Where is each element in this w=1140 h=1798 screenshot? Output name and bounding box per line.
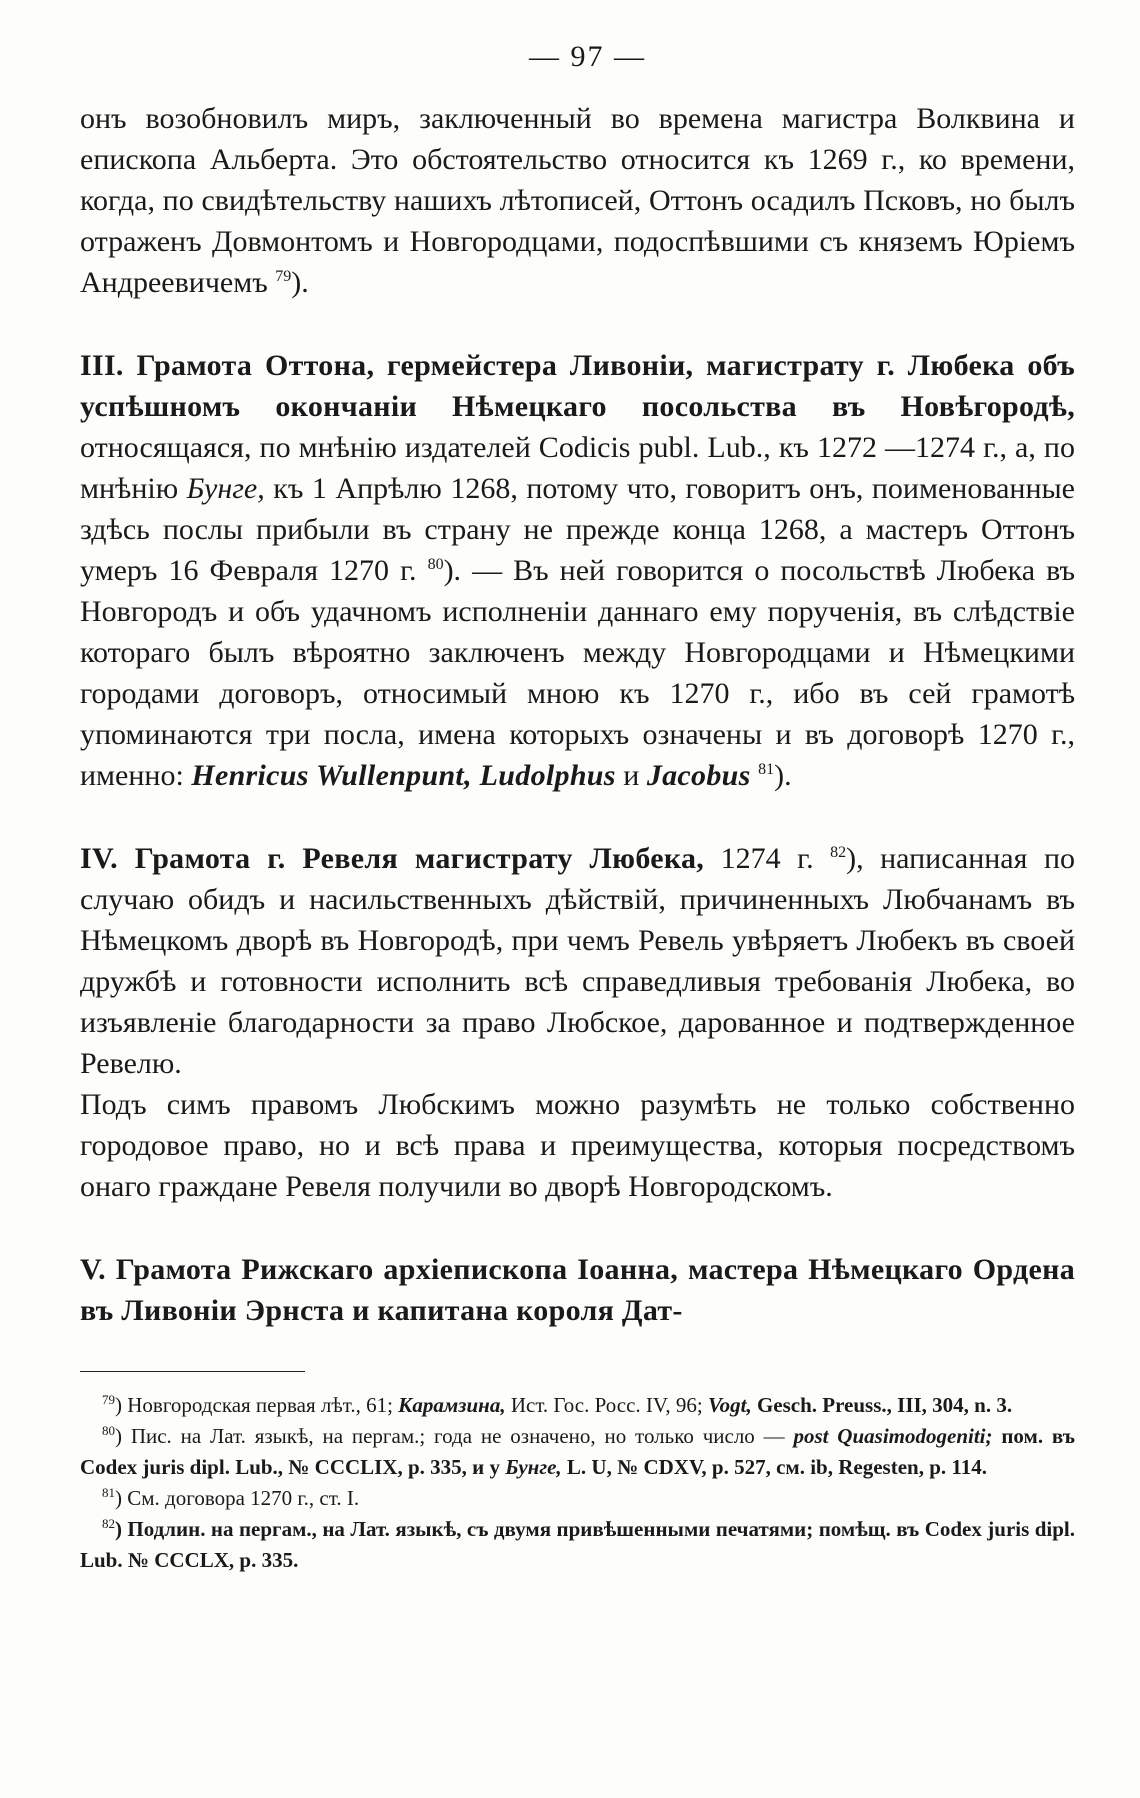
- footnote-ref-82[interactable]: 82: [830, 844, 847, 861]
- book-page: [80, 40, 1075, 1576]
- paragraph-text-end: ).: [291, 266, 309, 299]
- footnote-author: Бунге,: [505, 1455, 562, 1479]
- paragraph-lubeck-law: Подъ симъ правомъ Любскимъ можно разумѣть не только собственно городовое право, но и всѣ права и преимущества, которыя посредствомъ онаго граждане Ревеля получили во дворѣ Новгородскомъ.: [80, 1088, 1075, 1203]
- footnote-80: [80, 1421, 1075, 1483]
- section-iv-year: 1274 г.: [704, 842, 814, 875]
- footnote-82: [80, 1514, 1075, 1576]
- footnote-divider: [80, 1371, 305, 1372]
- page-number: — 97 —: [529, 40, 646, 73]
- section-iii-end: ).: [774, 759, 792, 792]
- footnote-text: ) См. договора 1270 г., ст. I.: [115, 1486, 360, 1510]
- section-iii-title: III. Грамота Оттона, гермейстера Ливоніи, магистрату г. Любека объ успѣшномъ окончаніи Нѣмецкаго посольства въ Новѣгородѣ,: [80, 349, 1075, 423]
- footnote-text: Ист. Гос. Росс. IV, 96;: [505, 1393, 708, 1417]
- section-iii-paragraph: [80, 345, 1075, 796]
- section-iii-bunge: Бунге,: [186, 472, 265, 505]
- footnote-text: ) Пис. на Лат. языкѣ, на пергам.; года не означено, но только число —: [115, 1424, 794, 1448]
- section-iii-text-c: ). — Въ ней говорится о посольствѣ Любека въ Новгородъ и объ удачномъ исполненіи даннаго ему порученія, въ слѣдствіе котораго былъ вѣроятно заключенъ между Новгородцами и Нѣмецкими городами договоръ, относимый мною къ 1270 г., ибо въ сей грамотѣ упоминаются три посла, имена которыхъ означены и въ договорѣ 1270 г., именно:: [80, 554, 1076, 792]
- footnote-author: Vogt,: [707, 1393, 752, 1417]
- section-v: [80, 1249, 1075, 1331]
- footnote-latin: post Quasimodogeniti;: [793, 1424, 993, 1448]
- section-iv-text: ), написанная по случаю обидъ и насильственныхъ дѣйствій, причиненныхъ Любчанамъ въ Нѣмецкомъ дворѣ въ Новгородѣ, при чемъ Ревель увѣряетъ Любекъ въ своей дружбѣ и готовности исполнить всѣ справедливыя требованія Любека, во изъявленіе благодарности за право Любское, дарованное и подтвержденное Ревелю.: [80, 842, 1076, 1080]
- section-iv-title: IV. Грамота г. Ревеля магистрату Любека,: [80, 842, 705, 875]
- footnote-text: пом. въ Codex juris dipl. Lub., № CCCLIX, p. 335, и у: [80, 1424, 1075, 1479]
- footnote-81: [80, 1483, 1075, 1514]
- paragraph-text: онъ возобновилъ миръ, заключенный во времена магистра Волквина и епископа Альберта. Это обстоятельство относится къ 1269 г., ко времени, когда, по свидѣтельству нашихъ лѣтописей, Оттонъ осадилъ Псковъ, но былъ отраженъ Довмонтомъ и Новгородцами, подоспѣвшими съ княземъ Юріемъ Андреевичемъ: [80, 102, 1075, 299]
- section-iii-envoy-names: Henricus Wullenpunt, Ludolphus: [191, 759, 616, 792]
- section-iii-text-b: къ 1 Апрѣлю 1268, потому что, говоритъ онъ, поименованные здѣсь послы прибыли въ страну не прежде конца 1268, а мастеръ Оттонъ умеръ 16 Февраля 1270 г.: [80, 472, 1075, 587]
- footnote-text: Gesch. Preuss., III, 304, n. 3.: [751, 1393, 1013, 1417]
- section-iii-jacobus: Jacobus: [646, 759, 751, 792]
- footnote-ref-80[interactable]: 80: [427, 556, 444, 573]
- footnote-text: ) Подлин. на пергам., на Лат. языкѣ, съ двумя привѣшенными печатями; помѣщ. въ Codex juris dipl. Lub. № CCCLX, p. 335.: [80, 1517, 1075, 1572]
- footnote-text: L. U, № CDXV, p. 527, см. ib, Regesten, p. 114.: [561, 1455, 987, 1479]
- section-iii: [80, 345, 1075, 796]
- section-iii-text-a: относящаяся, по мнѣнію издателей Codicis publ. Lub., къ 1272 —1274 г., а, по мнѣнію: [80, 431, 1075, 505]
- section-v-title: V. Грамота Рижскаго архіепископа Іоанна, мастера Нѣмецкаго Ордена въ Ливоніи Эрнста и капитана короля Дат-: [80, 1253, 1075, 1327]
- footnote-number: 80: [102, 1423, 115, 1438]
- footnote-number: 79: [102, 1392, 115, 1407]
- section-iii-and: и: [615, 759, 647, 792]
- paragraph-otto-peace: [80, 98, 1075, 303]
- section-iv: [80, 838, 1075, 1207]
- footnote-ref-81[interactable]: 81: [758, 761, 775, 778]
- footnote-author: Карамзина,: [398, 1393, 506, 1417]
- section-iv-paragraph: [80, 838, 1075, 1084]
- footnotes: [80, 1390, 1075, 1576]
- footnote-number: 81: [102, 1485, 115, 1500]
- footnote-text: ) Новгородская первая лѣт., 61;: [115, 1393, 399, 1417]
- footnote-number: 82: [102, 1516, 115, 1531]
- footnote-79: [80, 1390, 1075, 1421]
- footnote-ref-79[interactable]: 79: [275, 268, 292, 285]
